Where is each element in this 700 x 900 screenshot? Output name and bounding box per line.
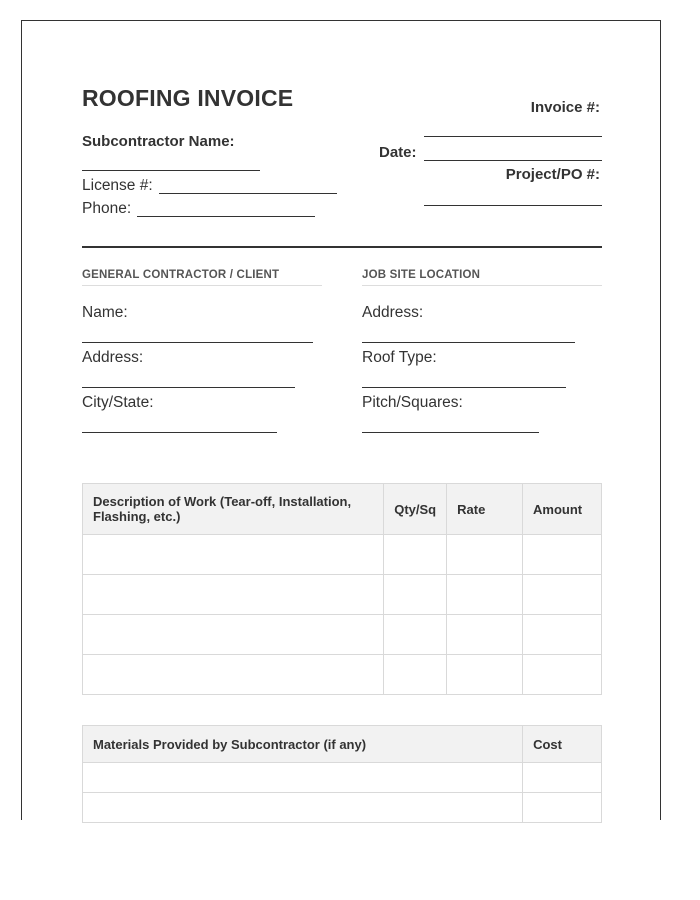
amount-cell[interactable] (523, 615, 602, 655)
gc-name-field[interactable] (82, 342, 313, 343)
date-field[interactable] (424, 160, 602, 161)
qty-sq-cell[interactable] (384, 575, 447, 615)
page-title: ROOFING INVOICE (82, 85, 294, 111)
subcontractor-name-label: Subcontractor Name: (82, 133, 235, 150)
roof-type-field[interactable] (362, 387, 566, 388)
cost-header: Cost (523, 726, 602, 763)
materials-table-header-row (83, 726, 602, 763)
project-po-label: Project/PO #: (505, 166, 600, 183)
license-label: License #: (82, 177, 153, 194)
date-label: Date: (379, 144, 417, 161)
rate-cell[interactable] (447, 575, 523, 615)
amount-cell[interactable] (523, 535, 602, 575)
amount-header: Amount (523, 484, 602, 535)
phone-field[interactable] (137, 216, 315, 217)
work-table-header-row (83, 484, 602, 535)
table-row (83, 535, 602, 575)
work-description-cell[interactable] (83, 575, 384, 615)
work-description-header: Description of Work (Tear-off, Installation, Flashing, etc.) (83, 484, 384, 535)
materials-header: Materials Provided by Subcontractor (if any) (83, 726, 523, 763)
table-row (83, 793, 602, 823)
table-row (83, 615, 602, 655)
gc-address-field[interactable] (82, 387, 295, 388)
job-site-address-label: Address: (362, 304, 424, 321)
license-field[interactable] (159, 193, 337, 194)
rate-header: Rate (447, 484, 523, 535)
roof-type-label: Roof Type: (362, 349, 437, 366)
gc-address-label: Address: (82, 349, 144, 366)
work-description-cell[interactable] (83, 615, 384, 655)
table-row (83, 575, 602, 615)
pitch-squares-label: Pitch/Squares: (362, 394, 463, 411)
materials-cell[interactable] (83, 763, 523, 793)
gc-name-label: Name: (82, 304, 128, 321)
rate-cell[interactable] (447, 655, 523, 695)
job-site-address-field[interactable] (362, 342, 575, 343)
invoice-page (21, 20, 661, 820)
gc-city-state-field[interactable] (82, 432, 277, 433)
qty-sq-cell[interactable] (384, 615, 447, 655)
subcontractor-name-field[interactable] (82, 170, 260, 171)
work-description-cell[interactable] (83, 655, 384, 695)
work-description-cell[interactable] (83, 535, 384, 575)
table-row (83, 655, 602, 695)
materials-table (82, 725, 602, 823)
invoice-number-field[interactable] (424, 136, 602, 137)
gc-city-state-label: City/State: (82, 394, 154, 411)
qty-sq-header: Qty/Sq (384, 484, 447, 535)
amount-cell[interactable] (523, 575, 602, 615)
rate-cell[interactable] (447, 535, 523, 575)
header-divider (82, 246, 602, 248)
cost-cell[interactable] (523, 793, 602, 823)
invoice-number-label: Invoice #: (530, 99, 600, 116)
cost-cell[interactable] (523, 763, 602, 793)
rate-cell[interactable] (447, 615, 523, 655)
project-po-field[interactable] (424, 205, 602, 206)
job-site-heading: JOB SITE LOCATION (362, 269, 481, 281)
work-table (82, 483, 602, 695)
phone-label: Phone: (82, 200, 132, 217)
pitch-squares-field[interactable] (362, 432, 539, 433)
amount-cell[interactable] (523, 655, 602, 695)
table-row (83, 763, 602, 793)
qty-sq-cell[interactable] (384, 655, 447, 695)
job-site-underline (362, 285, 602, 286)
materials-cell[interactable] (83, 793, 523, 823)
general-contractor-heading: GENERAL CONTRACTOR / CLIENT (82, 269, 280, 281)
qty-sq-cell[interactable] (384, 535, 447, 575)
general-contractor-underline (82, 285, 322, 286)
